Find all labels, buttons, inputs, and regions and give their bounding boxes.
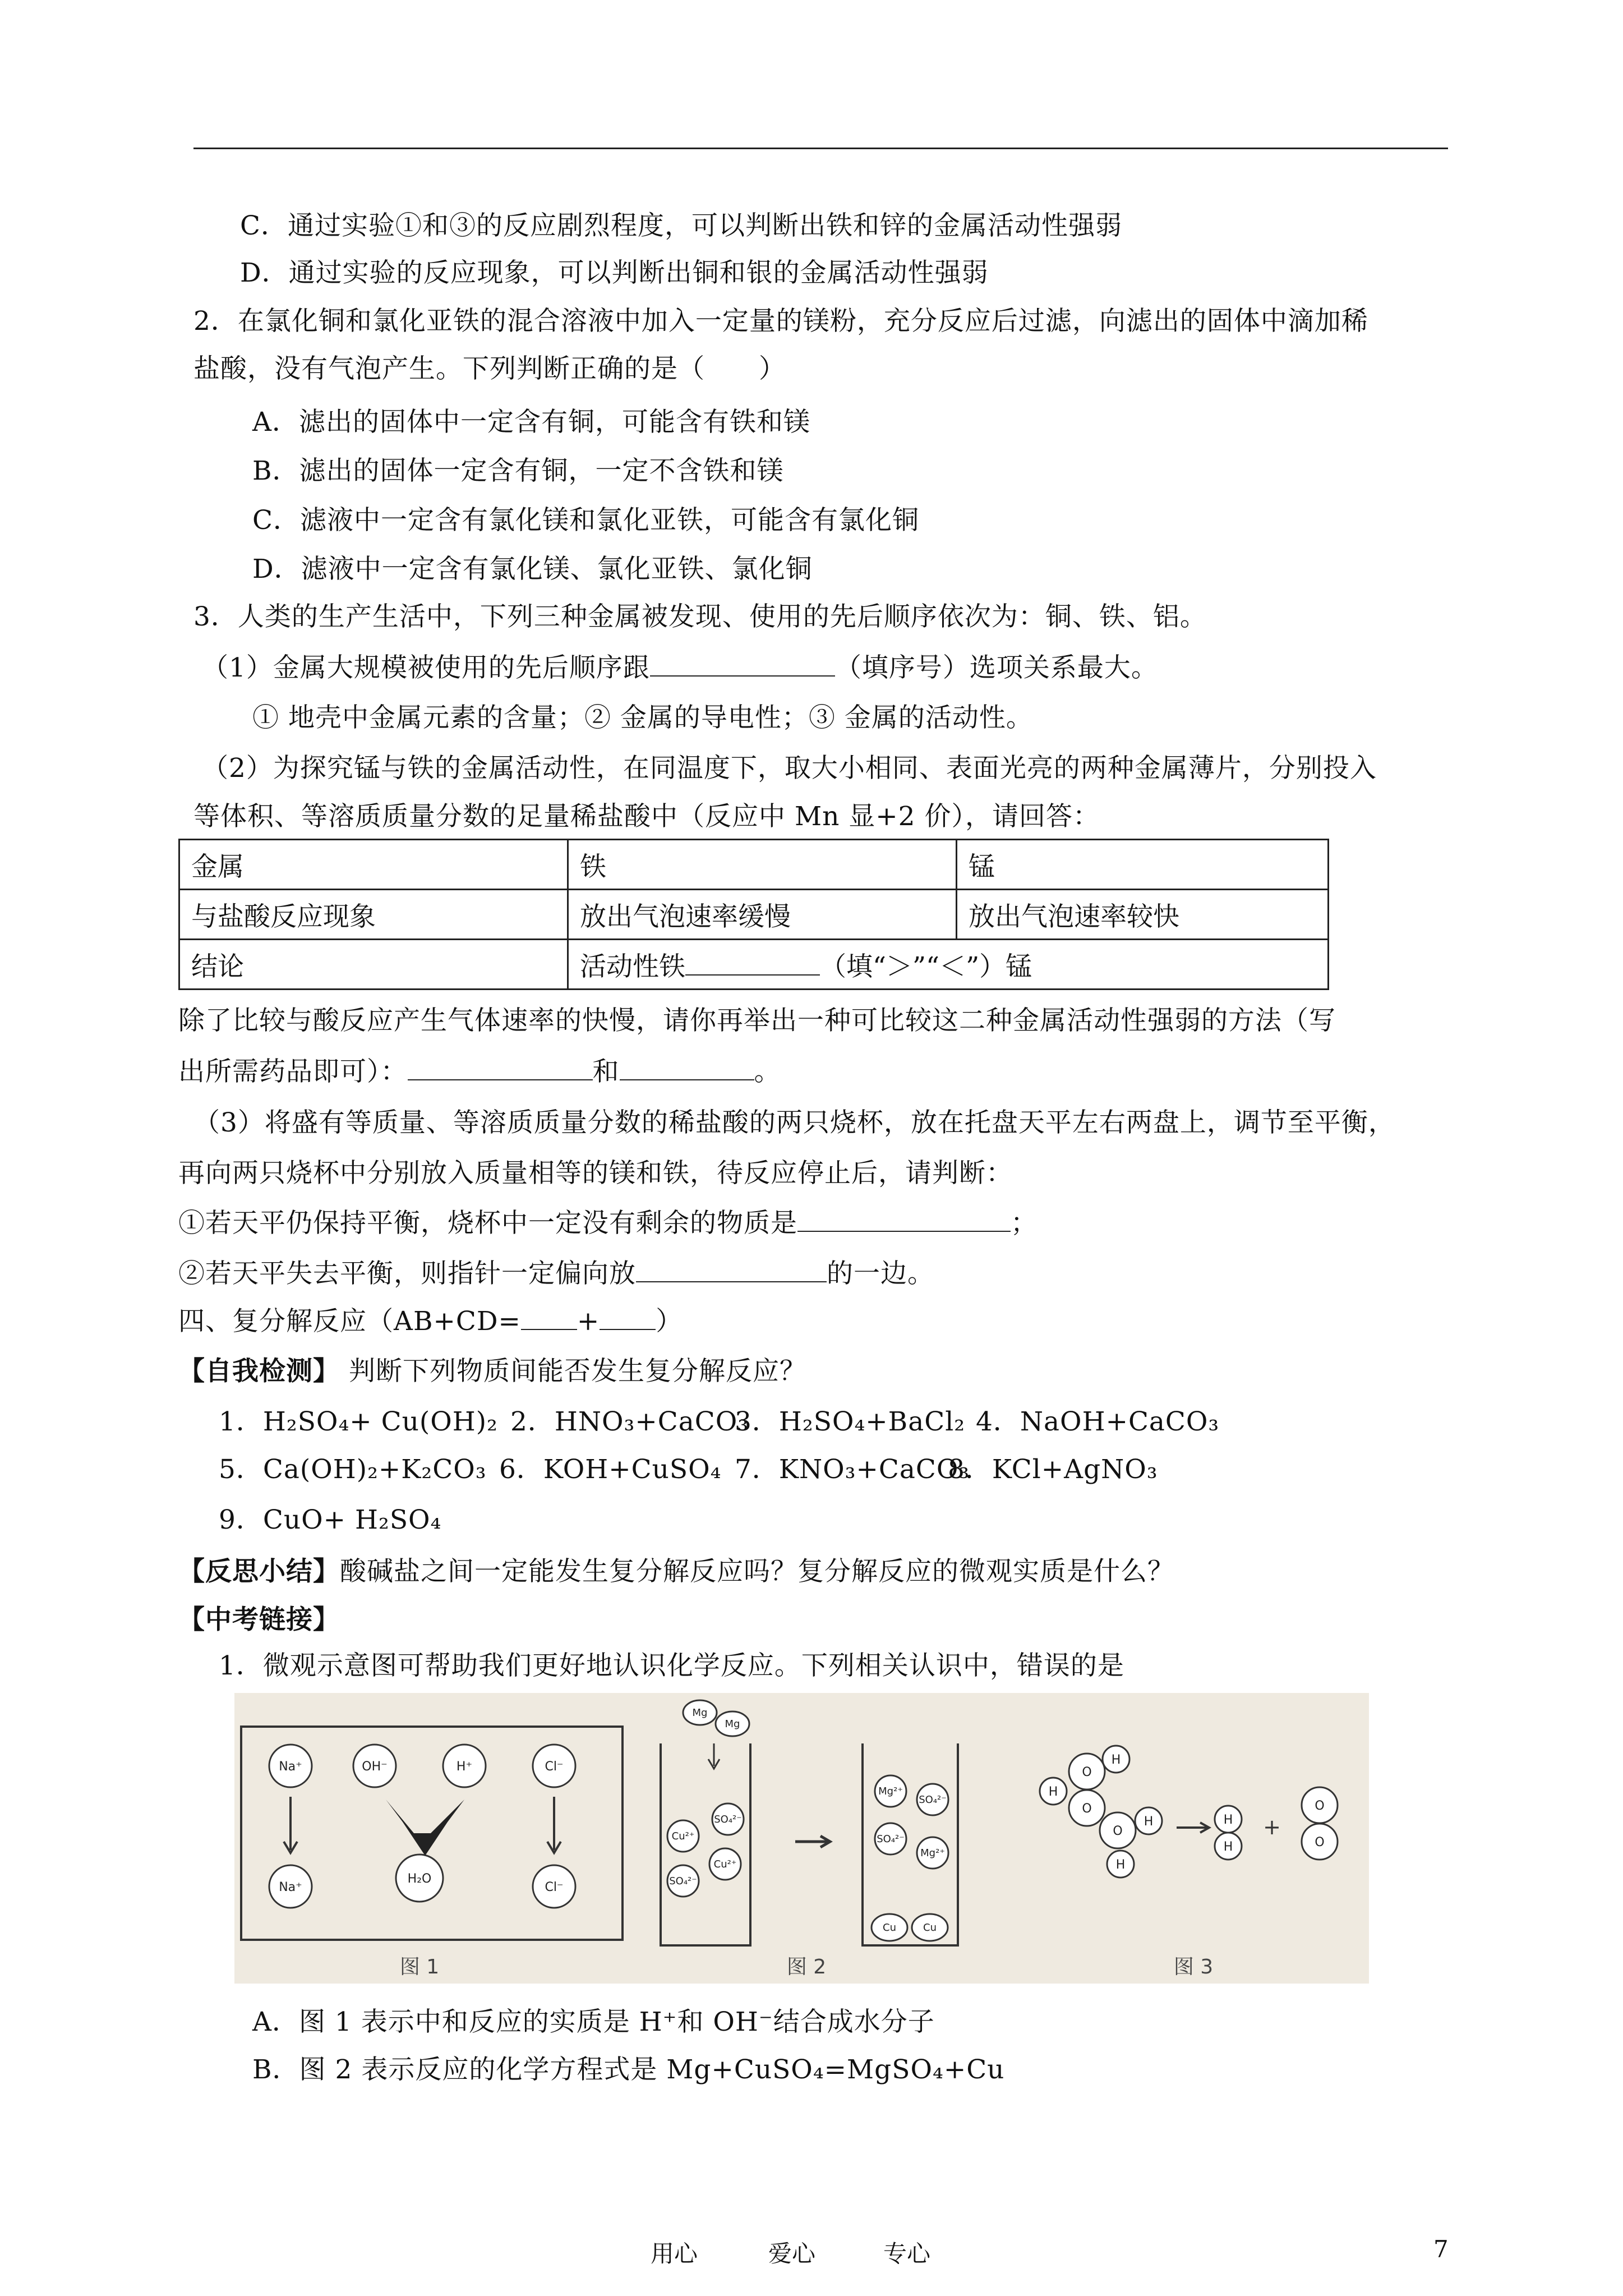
reflection-text: 酸碱盐之间一定能发生复分解反应吗？复分解反应的微观实质是什么？: [340, 1556, 1174, 1587]
label-h2o: H₂O: [407, 1872, 432, 1886]
label-o: O: [1082, 1802, 1092, 1816]
table-cell: 放出气泡速率较快: [957, 890, 1329, 940]
label-cu: Cu: [883, 1922, 896, 1934]
q3-options: ① 地壳中金属元素的含量；② 金属的导电性；③ 金属的活动性。: [252, 702, 1033, 733]
reaction-arrow-icon: [795, 1836, 830, 1847]
label-o: O: [1315, 1799, 1325, 1813]
table-cell: 锰: [957, 840, 1329, 890]
label-oh: OH⁻: [362, 1760, 388, 1774]
footer-text-1: 用心: [651, 2240, 698, 2267]
table-row: [179, 890, 1329, 940]
answer-option-a: A．图 1 表示中和反应的实质是 H⁺和 OH⁻结合成水分子: [252, 2007, 935, 2037]
label-so4: SO₄²⁻: [714, 1814, 742, 1825]
q3-part1-text2: （填序号）选项关系最大。: [834, 652, 1158, 683]
micro-diagram-figure: [234, 1693, 1369, 1984]
reaction-item: 1．H₂SO₄+ Cu(OH)₂: [219, 1406, 498, 1437]
label-so4: SO₄²⁻: [919, 1794, 947, 1806]
micro-diagram-svg: [234, 1693, 1369, 1984]
q3-item1: [178, 1206, 1038, 1240]
page-number: 7: [1433, 2235, 1449, 2263]
answer-blank[interactable]: [600, 1304, 656, 1330]
reaction-item: 8．KCl+AgNO₃: [948, 1454, 1158, 1485]
q3-part3-line2: 再向两只烧杯中分别放入质量相等的镁和铁，待反应停止后，请判断：: [178, 1158, 1013, 1189]
figure-caption-1: 图 1: [399, 1955, 440, 1978]
self-check-label: 【自我检测】: [178, 1356, 340, 1387]
q3-item2-end: 的一边。: [827, 1258, 934, 1289]
q3-method-line1: 除了比较与酸反应产生气体速率的快慢，请你再举出一种可比较这二种金属活动性强弱的方法（写: [178, 1005, 1336, 1036]
section4-text: 四、复分解反应（AB+CD=: [178, 1306, 521, 1337]
label-o: O: [1113, 1824, 1123, 1838]
label-so4: SO₄²⁻: [669, 1875, 697, 1887]
label-na: Na⁺: [279, 1760, 302, 1774]
header-rule: [193, 148, 1448, 149]
q3-part3-line1: （3）将盛有等质量、等溶质质量分数的稀盐酸的两只烧杯，放在托盘天平左右两盘上，调节至平衡，: [193, 1107, 1395, 1138]
table-cell: 放出气泡速率缓慢: [568, 890, 957, 940]
label-h-atom: H: [1144, 1815, 1154, 1829]
q3-part1-text: （1）金属大规模被使用的先后顺序跟: [202, 652, 650, 683]
exam-link-heading: [178, 1603, 340, 1637]
exam-link-label: 【中考链接】: [178, 1604, 340, 1635]
label-cu: Cu: [923, 1922, 937, 1934]
q1-option-c: C．通过实验①和③的反应剧烈程度，可以判断出铁和锌的金属活动性强弱: [240, 210, 1122, 241]
label-cl: Cl⁻: [545, 1760, 564, 1774]
label-h: H⁺: [456, 1760, 473, 1774]
section4-plus: +: [577, 1306, 600, 1337]
label-h-atom: H: [1223, 1813, 1233, 1827]
label-mg: Mg: [725, 1718, 740, 1730]
q2-option-b: B．滤出的固体一定含有铜，一定不含铁和镁: [252, 455, 784, 486]
label-mg: Mg: [692, 1707, 708, 1719]
plus-sign: +: [1263, 1815, 1281, 1839]
label-h-atom: H: [1048, 1785, 1058, 1799]
label-h-atom: H: [1115, 1858, 1126, 1872]
q3-method-line2: [178, 1055, 781, 1089]
table-row: [179, 840, 1329, 890]
table-row: [179, 940, 1329, 990]
section4-heading: [178, 1304, 683, 1338]
self-check-heading: [178, 1355, 806, 1388]
label-cl: Cl⁻: [545, 1880, 564, 1894]
q3-method-end: 。: [754, 1056, 781, 1087]
section4-end: ）: [656, 1306, 683, 1337]
exam-q1-stem: 1．微观示意图可帮助我们更好地认识化学反应。下列相关认识中，错误的是: [219, 1650, 1124, 1681]
q1-option-d: D．通过实验的反应现象，可以判断出铜和银的金属活动性强弱: [240, 257, 989, 288]
label-mg2: Mg²⁺: [920, 1847, 945, 1859]
label-so4: SO₄²⁻: [877, 1833, 905, 1845]
footer-text-3: 专心: [883, 2240, 931, 2267]
reaction-arrow-icon: [1177, 1823, 1209, 1833]
label-h-atom: H: [1223, 1840, 1233, 1854]
q2-option-a: A．滤出的固体中一定含有铜，可能含有铁和镁: [252, 407, 810, 438]
reaction-item: 7．KNO₃+CaCO₃: [735, 1454, 970, 1485]
arrow-down-icon: [284, 1797, 297, 1853]
answer-blank[interactable]: [797, 1206, 1011, 1232]
arrow-down-icon: [547, 1797, 561, 1853]
metal-table: [178, 839, 1329, 990]
combine-shape: [386, 1800, 464, 1856]
label-o: O: [1082, 1765, 1092, 1779]
q2-option-c: C．滤液中一定含有氯化镁和氯化亚铁，可能含有氯化铜: [252, 505, 919, 536]
reaction-item: 5．Ca(OH)₂+K₂CO₃: [219, 1454, 487, 1485]
q3-item2-text: ②若天平失去平衡，则指针一定偏向放: [178, 1258, 636, 1289]
reaction-item: 3．H₂SO₄+BaCl₂: [735, 1406, 966, 1437]
q3-part2-line1: （2）为探究锰与铁的金属活动性，在同温度下，取大小相同、表面光亮的两种金属薄片，分别投入: [202, 753, 1377, 784]
q3-item1-end: ；: [1011, 1208, 1038, 1239]
conclusion-hint: （填“＞”“＜”）锰: [820, 951, 1032, 982]
answer-blank[interactable]: [685, 950, 820, 976]
q3-method-text: 出所需药品即可）：: [178, 1056, 408, 1087]
reaction-item: 6．KOH+CuSO₄: [499, 1454, 722, 1485]
conclusion-text: 活动性铁: [580, 951, 685, 982]
reaction-item: 2．HNO₃+CaCO₃: [510, 1406, 749, 1437]
answer-option-b: B．图 2 表示反应的化学方程式是 Mg+CuSO₄=MgSO₄+Cu: [252, 2054, 1005, 2085]
q3-item2: [178, 1257, 934, 1291]
table-cell: 金属: [179, 840, 568, 890]
q3-part2-line2: 等体积、等溶质质量分数的足量稀盐酸中（反应中 Mn 显+2 价），请回答：: [193, 801, 1100, 832]
reflection-label: 【反思小结】: [178, 1556, 340, 1587]
q2-option-d: D．滤液中一定含有氯化镁、氯化亚铁、氯化铜: [252, 554, 813, 585]
table-cell-conclusion: [568, 940, 1329, 990]
label-cu2: Cu²⁺: [713, 1858, 737, 1870]
arrow-down-icon: [708, 1743, 720, 1769]
figure-caption-3: 图 3: [1173, 1955, 1214, 1978]
label-h-atom: H: [1111, 1753, 1121, 1767]
q3-item1-text: ①若天平仍保持平衡，烧杯中一定没有剩余的物质是: [178, 1208, 797, 1239]
figure-caption-2: 图 2: [786, 1955, 827, 1978]
q2-stem-line2: 盐酸，没有气泡产生。下列判断正确的是（ ）: [193, 353, 786, 384]
answer-blank[interactable]: [408, 1055, 593, 1080]
q3-stem: 3．人类的生产生活中，下列三种金属被发现、使用的先后顺序依次为：铜、铁、铝。: [193, 601, 1207, 632]
label-mg2: Mg²⁺: [878, 1786, 903, 1797]
answer-blank[interactable]: [521, 1304, 577, 1330]
reaction-item: 9．CuO+ H₂SO₄: [219, 1504, 442, 1535]
label-na: Na⁺: [279, 1880, 302, 1894]
q3-part1: [202, 651, 1158, 685]
reflection-heading: [178, 1555, 1174, 1589]
reaction-item: 4．NaOH+CaCO₃: [976, 1406, 1220, 1437]
label-cu2: Cu²⁺: [671, 1830, 695, 1842]
q2-stem-line1: 2．在氯化铜和氯化亚铁的混合溶液中加入一定量的镁粉，充分反应后过滤，向滤出的固体中滴加稀: [193, 306, 1368, 337]
q3-method-and: 和: [592, 1056, 620, 1087]
table-cell: 结论: [179, 940, 568, 990]
answer-blank[interactable]: [650, 651, 835, 677]
answer-blank[interactable]: [636, 1257, 827, 1282]
footer-text-2: 爱心: [768, 2240, 816, 2267]
table-cell: 铁: [568, 840, 957, 890]
label-o: O: [1315, 1835, 1325, 1849]
table-cell: 与盐酸反应现象: [179, 890, 568, 940]
self-check-text: 判断下列物质间能否发生复分解反应？: [340, 1356, 806, 1387]
answer-blank[interactable]: [620, 1055, 754, 1080]
